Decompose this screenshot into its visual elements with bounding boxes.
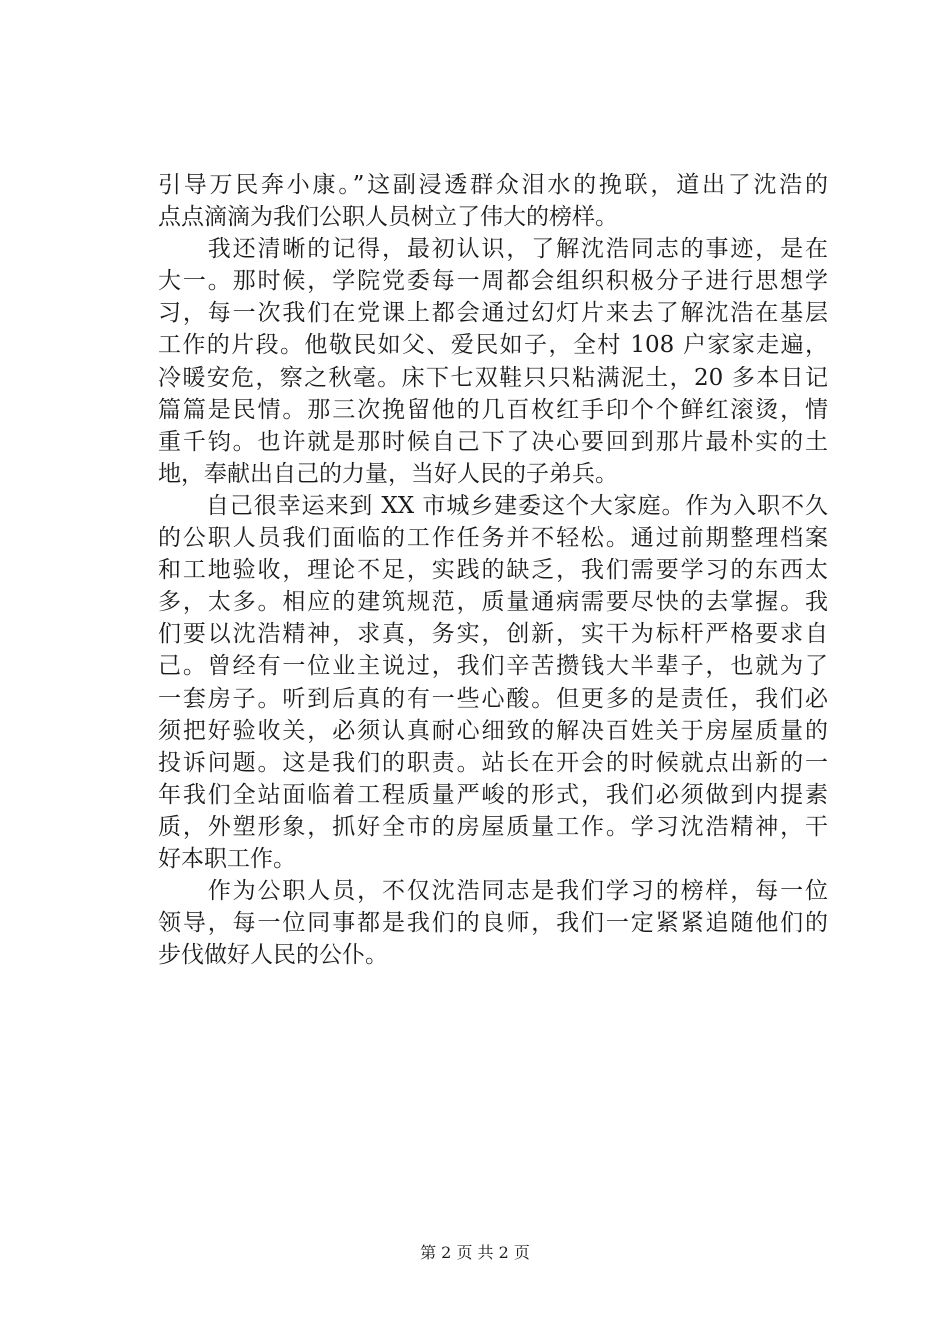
text-line: 的公职人员我们面临的工作任务并不轻松。通过前期整理档案 xyxy=(158,525,828,552)
text-line: 点点滴滴为我们公职人员树立了伟大的榜样。 xyxy=(158,204,618,231)
text-line: 投诉问题。这是我们的职责。站长在开会的时候就点出新的一 xyxy=(158,749,828,776)
text-line: 和工地验收，理论不足，实践的缺乏，我们需要学习的东西太 xyxy=(158,557,828,584)
text-line: 引导万民奔小康。”这副浸透群众泪水的挽联，道出了沈浩的 xyxy=(158,172,828,198)
text-line: 们要以沈浩精神，求真，务实，创新，实干为标杆严格要求自 xyxy=(158,621,828,648)
text-line: 质，外塑形象，抓好全市的房屋质量工作。学习沈浩精神，干 xyxy=(158,813,828,840)
text-line: 地，奉献出自己的力量，当好人民的子弟兵。 xyxy=(158,460,618,487)
text-line: 领导，每一位同事都是我们的良师，我们一定紧紧追随他们的 xyxy=(158,910,828,937)
page-footer xyxy=(0,1243,950,1263)
text-line: 自己很幸运来到 XX 市城乡建委这个大家庭。作为入职不久 xyxy=(158,492,828,519)
text-line: 重千钧。也许就是那时候自己下了决心要回到那片最朴实的土 xyxy=(158,428,828,455)
text-line: 篇篇是民情。那三次挽留他的几百枚红手印个个鲜红滚烫，情 xyxy=(158,396,828,423)
text-line: 己。曾经有一位业主说过，我们辛苦攒钱大半辈子，也就为了 xyxy=(158,653,828,680)
text-line: 工作的片段。他敬民如父、爱民如子，全村 108 户家家走遍， xyxy=(158,332,828,359)
text-line: 一套房子。听到后真的有一些心酸。但更多的是责任，我们必 xyxy=(158,685,828,712)
text-line: 作为公职人员，不仅沈浩同志是我们学习的榜样，每一位 xyxy=(158,878,828,905)
text-line: 我还清晰的记得，最初认识，了解沈浩同志的事迹，是在 xyxy=(158,236,828,263)
text-line: 步伐做好人民的公仆。 xyxy=(158,942,388,969)
text-line: 年我们全站面临着工程质量严峻的形式，我们必须做到内提素 xyxy=(158,781,828,808)
text-line: 大一。那时候，学院党委每一周都会组织积极分子进行思想学 xyxy=(158,268,828,295)
page-number-label: 第 2 页 共 2 页 xyxy=(420,1243,530,1262)
text-line: 须把好验收关，必须认真耐心细致的解决百姓关于房屋质量的 xyxy=(158,717,828,744)
text-line: 多，太多。相应的建筑规范，质量通病需要尽快的去掌握。我 xyxy=(158,589,828,616)
document-body xyxy=(158,169,828,971)
text-line: 好本职工作。 xyxy=(158,845,296,872)
text-line: 冷暖安危，察之秋毫。床下七双鞋只只粘满泥土，20 多本日记 xyxy=(158,364,828,391)
text-line: 习，每一次我们在党课上都会通过幻灯片来去了解沈浩在基层 xyxy=(158,300,828,327)
